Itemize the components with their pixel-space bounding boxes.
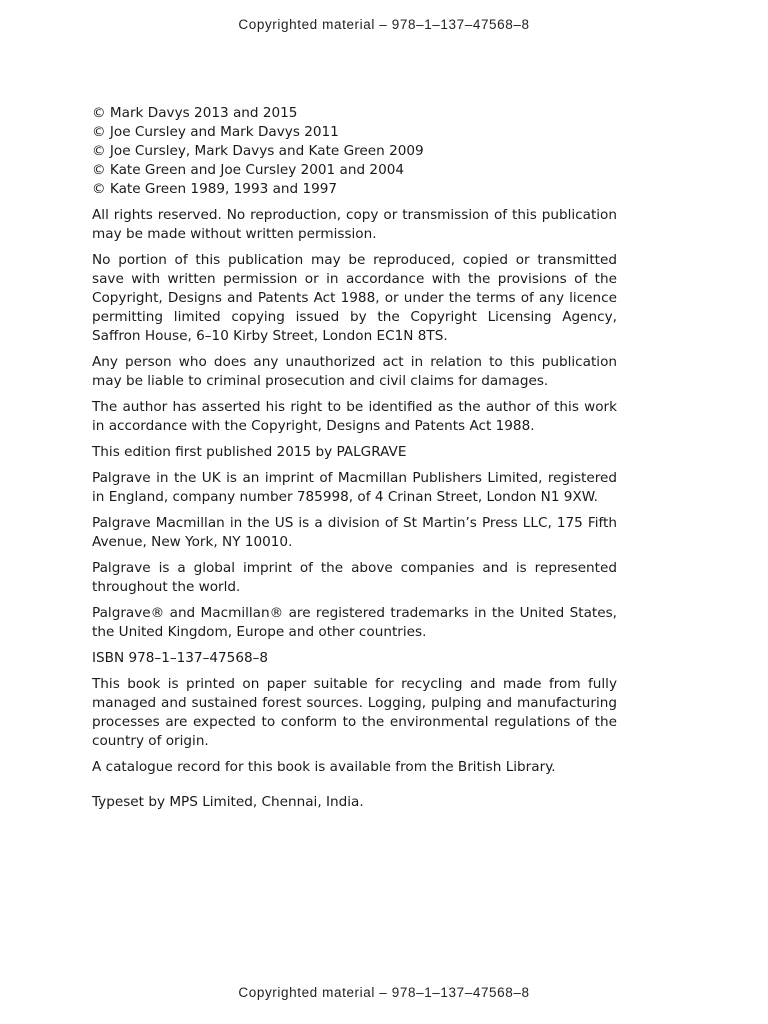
isbn-paragraph: ISBN 978–1–137–47568–8 xyxy=(92,650,269,666)
no-portion-paragraph: No portion of this publication may be reproduced, copied or transmitted save with written permission or in accordance with the provisions of the Copyright, Designs and Patents Act 1988, or under the terms of any licence permitting limited copying issued by the Copyright Licensing Agency, Saffron House, 6–10 Kirby Street, London EC1N 8TS. xyxy=(92,252,617,344)
palgrave-uk-paragraph: Palgrave in the UK is an imprint of Macmillan Publishers Limited, registered in England, company number 785998, of 4 Crinan Street, London N1 9XW. xyxy=(92,470,617,505)
copyright-banner-bottom: Copyrighted material – 978–1–137–47568–8 xyxy=(238,985,530,1000)
paper-sources-paragraph: This book is printed on paper suitable for recycling and made from fully managed and sustained forest sources. Logging, pulping and manufacturing processes are expected to conform to the environmental regulations of the country of origin. xyxy=(92,676,617,749)
author-right-paragraph: The author has asserted his right to be identified as the author of this work in accordance with the Copyright, Designs and Patents Act 1988. xyxy=(92,399,617,434)
catalogue-record-paragraph: A catalogue record for this book is available from the British Library. xyxy=(92,759,556,775)
copyright-line: © Mark Davys 2013 and 2015 xyxy=(92,105,298,121)
copyright-line: © Joe Cursley, Mark Davys and Kate Green 2009 xyxy=(92,143,424,159)
rights-reserved-paragraph: All rights reserved. No reproduction, copy or transmission of this publication may be made without written permission. xyxy=(92,207,617,242)
copyright-line: © Kate Green and Joe Cursley 2001 and 2004 xyxy=(92,162,405,178)
copyright-line: © Joe Cursley and Mark Davys 2011 xyxy=(92,124,339,140)
copyright-holders-list xyxy=(92,104,617,199)
trademarks-paragraph: Palgrave® and Macmillan® are registered trademarks in the United States, the United Kingdom, Europe and other countries. xyxy=(92,605,617,640)
unauthorized-act-paragraph: Any person who does any unauthorized act in relation to this publication may be liable to criminal prosecution and civil claims for damages. xyxy=(92,354,617,389)
copyright-banner-top: Copyrighted material – 978–1–137–47568–8 xyxy=(238,17,530,32)
copyright-line: © Kate Green 1989, 1993 and 1997 xyxy=(92,181,338,197)
copyright-page-body xyxy=(92,104,617,819)
typeset-paragraph: Typeset by MPS Limited, Chennai, India. xyxy=(92,794,364,810)
palgrave-us-paragraph: Palgrave Macmillan in the US is a division of St Martin’s Press LLC, 175 Fifth Avenue, New York, NY 10010. xyxy=(92,515,617,550)
edition-paragraph: This edition first published 2015 by PALGRAVE xyxy=(92,444,407,460)
global-imprint-paragraph: Palgrave is a global imprint of the above companies and is represented throughout the world. xyxy=(92,560,617,595)
